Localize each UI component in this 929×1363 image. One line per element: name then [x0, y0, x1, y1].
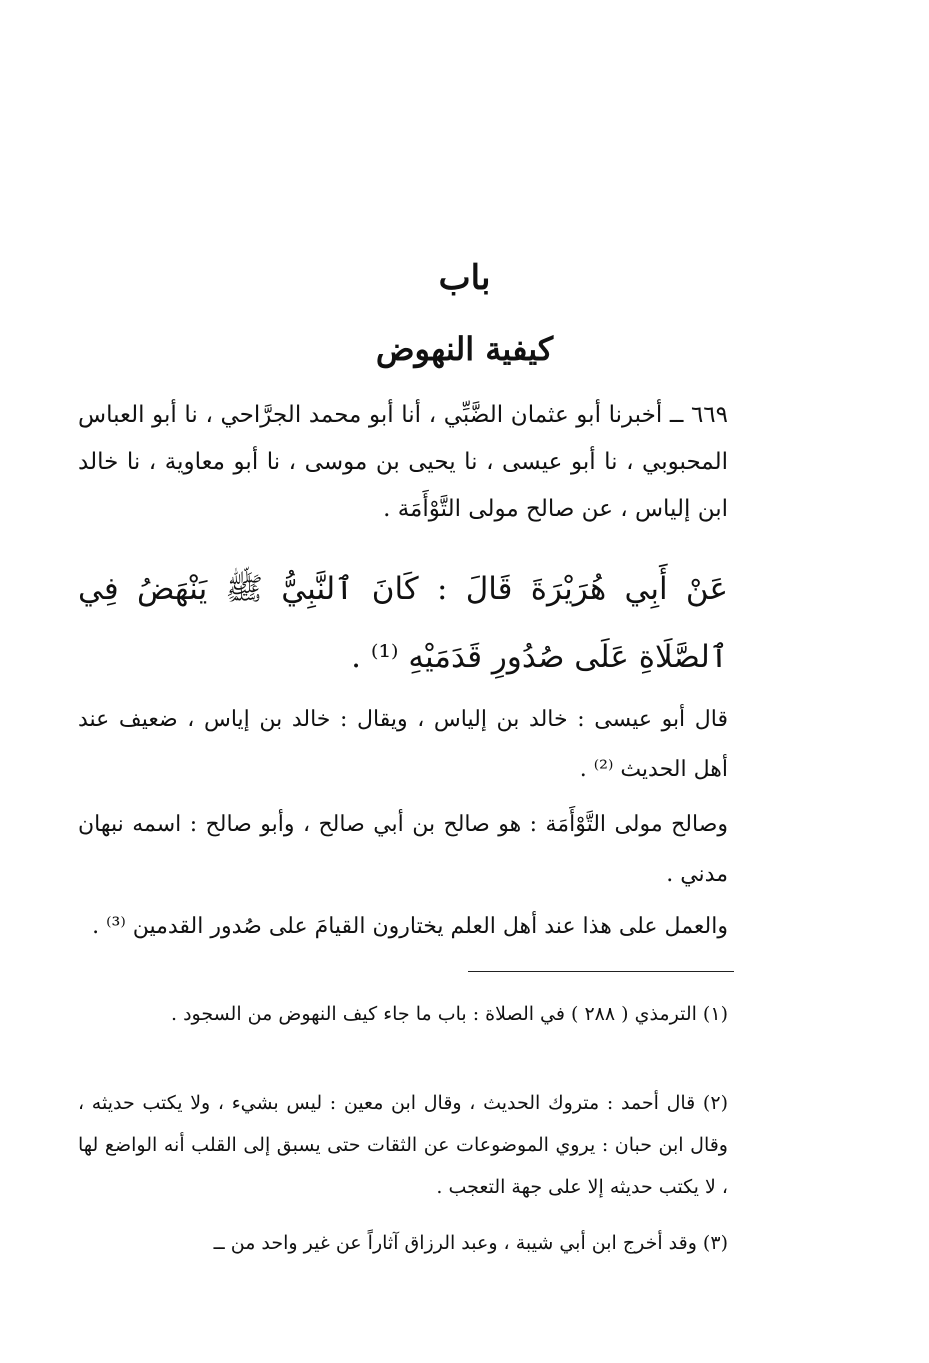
- commentary-paragraph: قال أبو عيسى : خالد بن إلياس ، ويقال : خالد بن إياس ، ضعيف عند أهل الحديث ⁽²⁾ .: [78, 707, 728, 782]
- footnote-separator: [468, 971, 734, 972]
- footnote: (١) الترمذي ( ٢٨٨ ) في الصلاة : باب ما جاء كيف النهوض من السجود .: [170, 1003, 728, 1025]
- hadith-text: عَنْ أَبِي هُرَيْرَةَ قَالَ : كَانَ ٱلنَّبِيُّ ﷺ يَنْهَضُ فِي ٱلصَّلَاةِ عَلَى صُدُورِ قَدَمَيْهِ ⁽¹⁾ .: [78, 571, 728, 675]
- footnote: (٣) وقد أخرج ابن أبي شيبة ، وعبد الرزاق آثاراً عن غير واحد من ــ: [213, 1232, 728, 1254]
- chapter-label: باب: [438, 258, 491, 298]
- chapter-title: كيفية النهوض: [375, 330, 554, 368]
- isnad-paragraph: ٦٦٩ ــ أخبرنا أبو عثمان الضَّبِّي ، أنا أبو محمد الجرَّاحي ، نا أبو العباس المحبوبي ، نا أبو عيسى ، نا يحيى بن موسى ، نا أبو معاوية ، نا خالد ابن إلياس ، عن صالح مولى التَّوْأَمَة .: [78, 402, 728, 522]
- footnote: (٢) قال أحمد : متروك الحديث ، وقال ابن معين : ليس بشيء ، ولا يكتب حديثه ، وقال ابن حبان : يروي الموضوعات عن الثقات حتى يسبق إلى القلب أنه الواضع لها ، لا يكتب حديثه إلا على جهة التعجب .: [78, 1092, 728, 1198]
- commentary-paragraph: والعمل على هذا عند أهل العلم يختارون القيامَ على صُدور القدمين ⁽³⁾ .: [92, 914, 728, 939]
- commentary-paragraph: وصالح مولى التَّوْأَمَة : هو صالح بن أبي صالح ، وأبو صالح : اسمه نبهان مدني .: [78, 812, 728, 887]
